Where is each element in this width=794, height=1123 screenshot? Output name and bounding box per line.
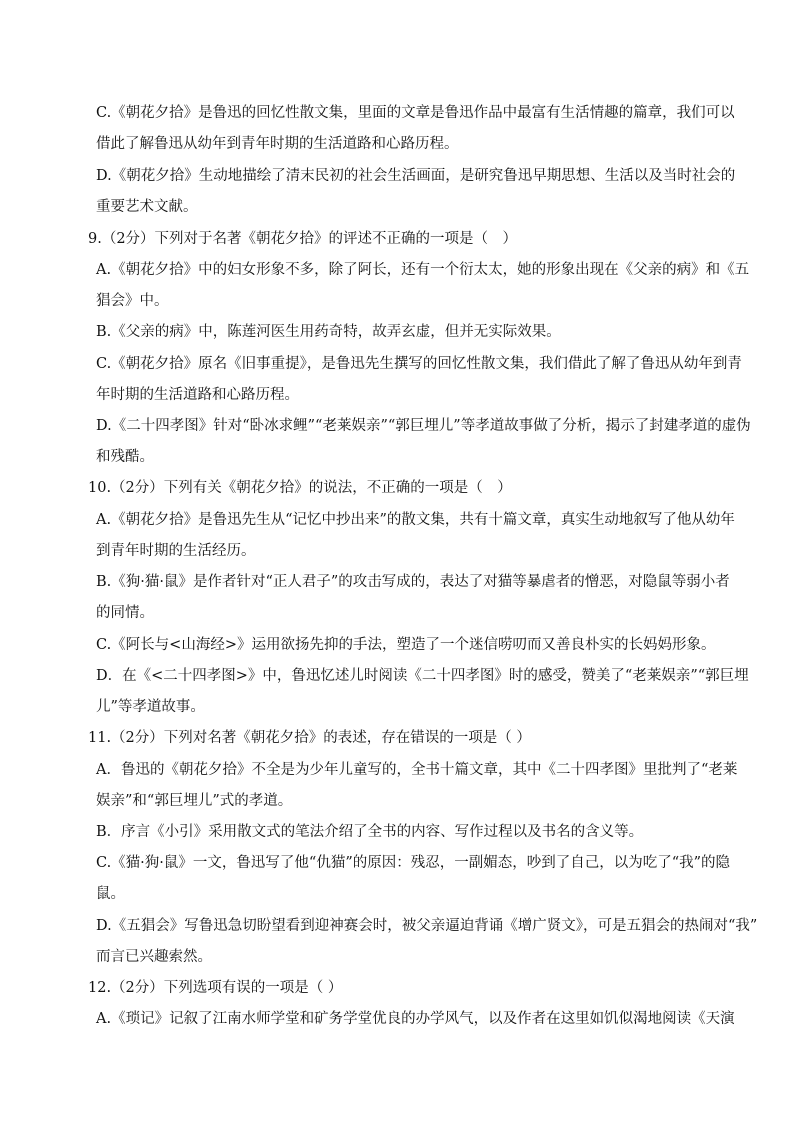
- q9-option-d-line-2: 和残酷。: [96, 449, 154, 465]
- q11-option-c-line-2: 鼠。: [96, 886, 125, 902]
- question-9-stem: 9.（2分）下列对于名著《朝花夕拾》的评述不正确的一项是（ ）: [88, 231, 518, 247]
- question-12-stem: 12.（2分）下列选项有误的一项是（ ）: [88, 980, 343, 996]
- q9-option-c-line-2: 年时期的生活道路和心路历程。: [96, 387, 299, 403]
- q11-option-d-line-1: D.《五猖会》写鲁迅急切盼望看到迎神赛会时，被父亲逼迫背诵《增广贤文》，可是五猖会的热闹对“我”: [96, 918, 758, 934]
- q9-option-a-line-1: A.《朝花夕拾》中的妇女形象不多，除了阿长，还有一个衍太太，她的形象出现在《父亲的病》和《五: [96, 262, 750, 278]
- q9-option-c-line-1: C.《朝花夕拾》原名《旧事重提》，是鲁迅先生撰写的回忆性散文集，我们借此了解了鲁迅从幼年到青: [96, 356, 742, 372]
- option-d-line-2: 重要艺术文献。: [96, 199, 198, 215]
- q10-option-d-line-2: 儿”等孝道故事。: [96, 699, 205, 715]
- option-d-line-1: D.《朝花夕拾》生动地描绘了清末民初的社会生活画面，是研究鲁迅早期思想、生活以及当时社会的: [96, 168, 736, 184]
- q11-option-a-line-1: A．鲁迅的《朝花夕拾》不全是为少年儿童写的，全书十篇文章，其中《二十四孝图》里批判了“老莱: [96, 762, 738, 778]
- q11-option-a-line-2: 娱亲”和“郭巨埋儿”式的孝道。: [96, 793, 293, 809]
- q9-option-b: B.《父亲的病》中，陈莲河医生用药奇特，故弄玄虚，但并无实际效果。: [96, 324, 561, 340]
- q12-option-a-line-1: A.《琐记》记叙了江南水师学堂和矿务学堂优良的办学风气，以及作者在这里如饥似渴地阅读《天演: [96, 1011, 735, 1027]
- q9-option-a-line-2: 猖会》中。: [96, 293, 169, 309]
- question-11-stem: 11.（2分）下列对名著《朝花夕拾》的表述，存在错误的一项是（ ）: [88, 730, 531, 746]
- question-10-stem: 10.（2分）下列有关《朝花夕拾》的说法，不正确的一项是（ ）: [88, 480, 512, 496]
- q9-option-d-line-1: D.《二十四孝图》针对“卧冰求鲤”“老莱娱亲”“郭巨埋儿”等孝道故事做了分析，揭示了封建孝道的虚伪: [96, 418, 751, 434]
- q11-option-d-line-2: 而言已兴趣索然。: [96, 949, 212, 965]
- q10-option-d-line-1: D．在《<二十四孝图>》中，鲁迅忆述儿时阅读《二十四孝图》时的感受，赞美了“老莱娱亲”“郭巨埋: [96, 668, 749, 684]
- q10-option-b-line-1: B.《狗·猫·鼠》是作者针对“正人君子”的攻击写成的，表达了对猫等暴虐者的憎恶，对隐鼠等弱小者: [96, 574, 730, 590]
- q10-option-c: C.《阿长与<山海经>》运用欲扬先抑的手法，塑造了一个迷信唠叨而又善良朴实的长妈妈形象。: [96, 637, 716, 653]
- option-c-line-1: C.《朝花夕拾》是鲁迅的回忆性散文集，里面的文章是鲁迅作品中最富有生活情趣的篇章，我们可以: [96, 105, 735, 121]
- q11-option-b: B．序言《小引》采用散文式的笔法介绍了全书的内容、写作过程以及书名的含义等。: [96, 824, 644, 840]
- option-c-line-2: 借此了解鲁迅从幼年到青年时期的生活道路和心路历程。: [96, 136, 459, 152]
- q10-option-b-line-2: 的同情。: [96, 605, 154, 621]
- q11-option-c-line-1: C.《猫·狗·鼠》一文，鲁迅写了他“仇猫”的原因：残忍，一副媚态，吵到了自己，以为吃了“我”的隐: [96, 855, 731, 871]
- q10-option-a-line-2: 到青年时期的生活经历。: [96, 543, 256, 559]
- q10-option-a-line-1: A.《朝花夕拾》是鲁迅先生从“记忆中抄出来”的散文集，共有十篇文章，真实生动地叙写了他从幼年: [96, 512, 735, 528]
